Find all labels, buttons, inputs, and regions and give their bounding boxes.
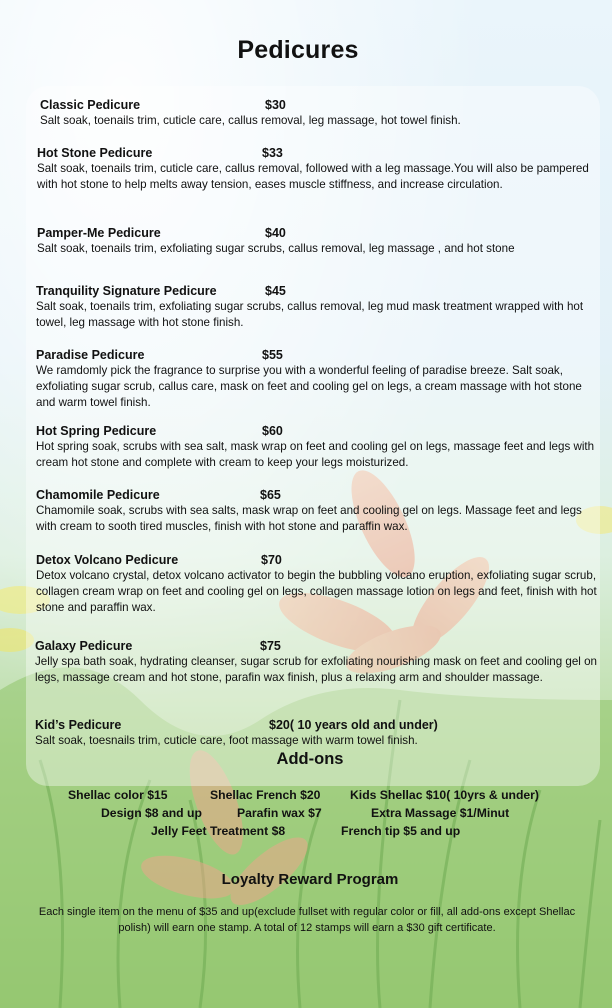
addon-item: Kids Shellac $10( 10yrs & under)	[350, 788, 539, 802]
service-price: $55	[262, 348, 283, 362]
addon-item: Extra Massage $1/Minut	[371, 806, 510, 820]
service-description: Salt soak, toenails trim, cuticle care, callus removal, leg massage, hot towel finish.	[40, 114, 461, 127]
service-name: Hot Stone Pedicure	[37, 146, 153, 160]
service-description: We ramdomly pick the fragrance to surprise you with a wonderful feeling of paradise breeze. Salt soak, exfoliating sugar scrub, callus care, mask on feet and cooling gel on legs, a cream massage with hot stone and warm towel finish.	[36, 364, 582, 410]
service-pamper-me	[37, 225, 599, 257]
addon-item: Design $8 and up	[101, 806, 202, 820]
page-title: Pedicures	[237, 36, 359, 64]
service-description: Salt soak, toenails trim, cuticle care, callus removal, followed with a leg massage.You will also be pampered with hot stone to help melts away tension, eases muscle stiffness, and increase circulation.	[37, 162, 589, 192]
addon-item: Shellac color $15	[68, 788, 168, 802]
service-price: $33	[262, 146, 283, 160]
service-price: $20( 10 years old and under)	[269, 718, 438, 732]
service-detox-volcano	[36, 552, 598, 617]
service-name: Hot Spring Pedicure	[36, 424, 157, 438]
service-name: Kid’s Pedicure	[35, 718, 122, 732]
service-price: $70	[261, 553, 282, 567]
service-description: Salt soak, toesnails trim, cuticle care, foot massage with warm towel finish.	[35, 734, 418, 747]
addon-item: Shellac French $20	[210, 788, 321, 802]
service-name: Paradise Pedicure	[36, 348, 145, 362]
service-name: Detox Volcano Pedicure	[36, 553, 179, 567]
service-tranquility	[36, 283, 598, 331]
service-chamomile	[36, 487, 598, 535]
service-hot-spring	[36, 423, 598, 471]
addons-title: Add-ons	[276, 750, 344, 768]
service-description: Chamomile soak, scrubs with sea salts, mask wrap on feet and cooling gel on legs. Massage feet and legs with cream to sooth tired muscles, finish with hot stone and paraffin wax.	[36, 504, 582, 534]
service-description: Detox volcano crystal, detox volcano activator to begin the bubbling volcano eruption, exfoliating sugar scrub, collagen cream wrap on feet and cooling gel on legs, collagen massage lotion on legs and feet, finish with hot stone and paraffin wax.	[36, 569, 597, 615]
service-classic	[40, 97, 602, 129]
service-description: Hot spring soak, scrubs with sea salt, mask wrap on feet and cooling gel on legs, massage feet and legs with cream hot stone and complete with cream to keep your legs moisturized.	[36, 440, 595, 470]
service-description: Jelly spa bath soak, hydrating cleanser, sugar scrub for exfoliating nourishing mask on feet and cooling gel on legs, massage cream and hot stone, parafin wax finish, plus a relaxing arm and shoulder massage.	[35, 655, 597, 685]
service-price: $75	[260, 639, 281, 653]
service-name: Classic Pedicure	[40, 98, 141, 112]
addon-item: French tip $5 and up	[341, 824, 461, 838]
service-kids	[35, 717, 597, 749]
addon-item: Parafin wax $7	[237, 806, 322, 820]
service-price: $60	[262, 424, 283, 438]
service-hot-stone	[37, 145, 599, 193]
loyalty-description: Each single item on the menu of $35 and up(exclude fullset with regular color or fill, all add-ons except Shellac polish) will earn one stamp. A total of 12 stamps will earn a $30 gift certificate.	[38, 906, 576, 934]
service-price: $30	[265, 98, 286, 112]
service-name: Pamper-Me Pedicure	[37, 226, 161, 240]
service-description: Salt soak, toenails trim, exfoliating sugar scrubs, callus removal, leg massage , and hot stone	[37, 242, 515, 255]
service-price: $45	[265, 284, 286, 298]
service-name: Tranquility Signature Pedicure	[36, 284, 217, 298]
service-price: $65	[260, 488, 281, 502]
service-paradise	[36, 347, 598, 412]
loyalty-title: Loyalty Reward Program	[221, 871, 399, 888]
service-galaxy	[35, 638, 597, 686]
service-description: Salt soak, toenails trim, exfoliating sugar scrubs, callus removal, leg mud mask treatment wrapped with hot towel, leg massage with hot stone finish.	[36, 300, 584, 330]
service-name: Galaxy Pedicure	[35, 639, 133, 653]
addon-item: Jelly Feet Treatment $8	[151, 824, 286, 838]
service-name: Chamomile Pedicure	[36, 488, 160, 502]
service-price: $40	[265, 226, 286, 240]
